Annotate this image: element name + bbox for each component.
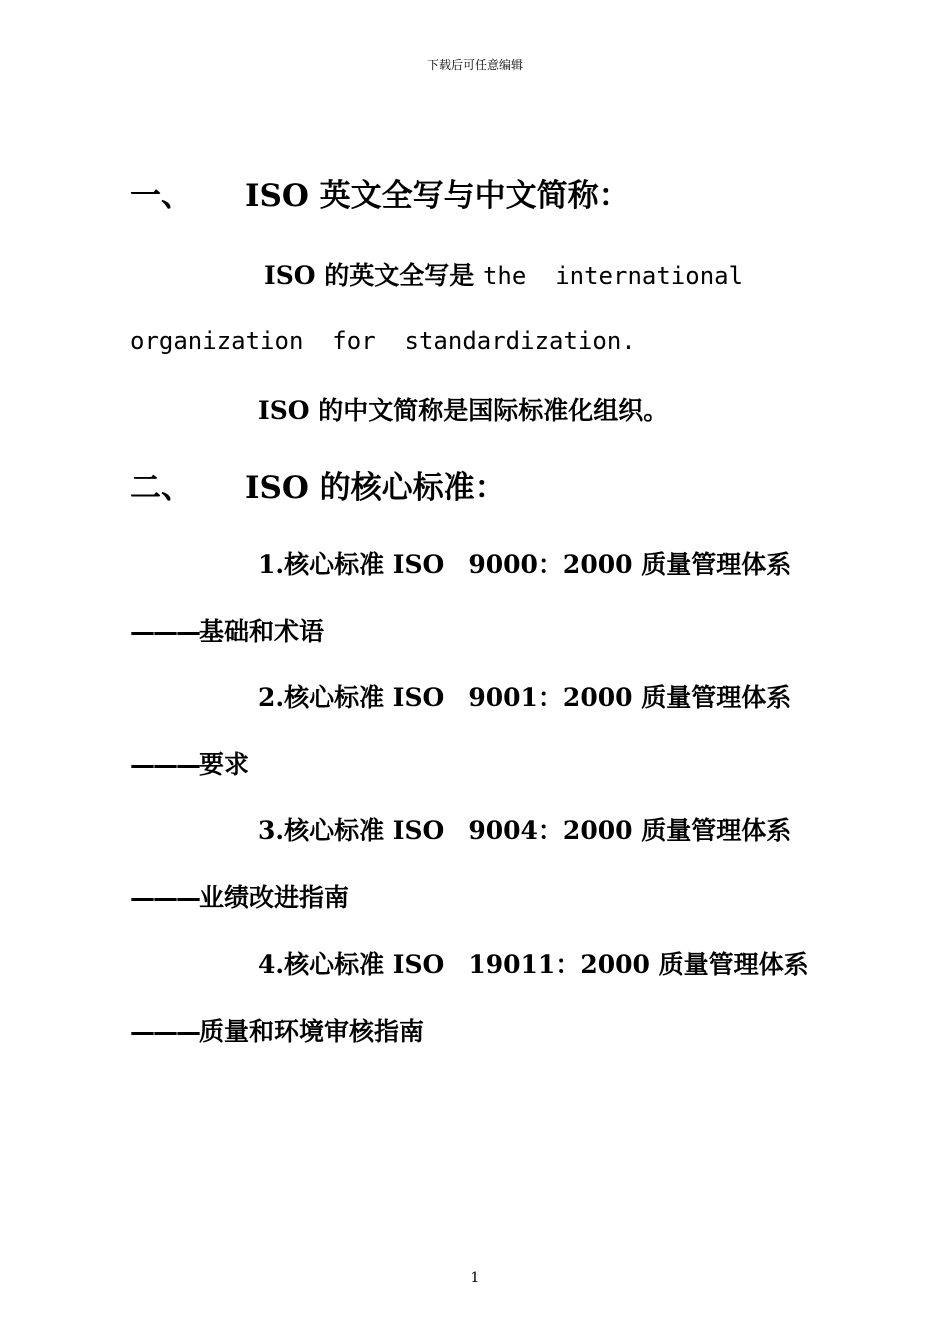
standard-2-code: 9001：2000 质量管理体系 (468, 683, 792, 712)
standard-4-line-1 (258, 945, 809, 981)
standard-1-line-1 (258, 545, 791, 581)
standard-2-desc: 要求 (199, 750, 250, 779)
standard-3-line-1 (258, 811, 791, 847)
standard-3-prefix: 3.核心标准 ISO (258, 816, 445, 845)
standard-4-line-2 (130, 1012, 424, 1048)
para-1-lead: ISO 的英文全写是 (264, 261, 475, 290)
page-header: 下载后可任意编辑 (426, 58, 523, 72)
standard-3-line-2 (130, 878, 349, 914)
section-2-title: ISO 的核心标准： (245, 470, 506, 506)
para-1-english-2: organization for standardization. (130, 327, 636, 355)
section-1-title: ISO 英文全写与中文简称： (245, 178, 630, 214)
standard-4-dash: ——— (130, 1017, 199, 1046)
section-1-heading (130, 170, 630, 215)
section-1-number: 一、 (130, 178, 192, 214)
para-1-line-2 (130, 326, 636, 355)
para-2: ISO 的中文简称是国际标准化组织。 (258, 396, 669, 425)
standard-1-desc: 基础和术语 (199, 617, 325, 646)
standard-1-line-2 (130, 612, 324, 648)
page-number: 1 (470, 1270, 480, 1286)
standard-1-dash: ——— (130, 617, 199, 646)
section-2-number: 二、 (130, 470, 192, 506)
standard-2-line-1 (258, 678, 791, 714)
standard-2-line-2 (130, 745, 249, 781)
standard-1-code: 9000：2000 质量管理体系 (468, 550, 792, 579)
section-2-heading (130, 462, 506, 507)
standard-4-code: 19011：2000 质量管理体系 (468, 950, 809, 979)
standard-2-dash: ——— (130, 750, 199, 779)
standard-4-prefix: 4.核心标准 ISO (258, 950, 445, 979)
standard-2-prefix: 2.核心标准 ISO (258, 683, 445, 712)
standard-3-dash: ——— (130, 883, 199, 912)
para-1-english-1: the international (482, 262, 744, 290)
para-1-line-1 (264, 256, 743, 292)
standard-4-desc: 质量和环境审核指南 (199, 1017, 425, 1046)
standard-3-desc: 业绩改进指南 (199, 883, 350, 912)
standard-1-prefix: 1.核心标准 ISO (258, 550, 445, 579)
standard-3-code: 9004：2000 质量管理体系 (468, 816, 792, 845)
